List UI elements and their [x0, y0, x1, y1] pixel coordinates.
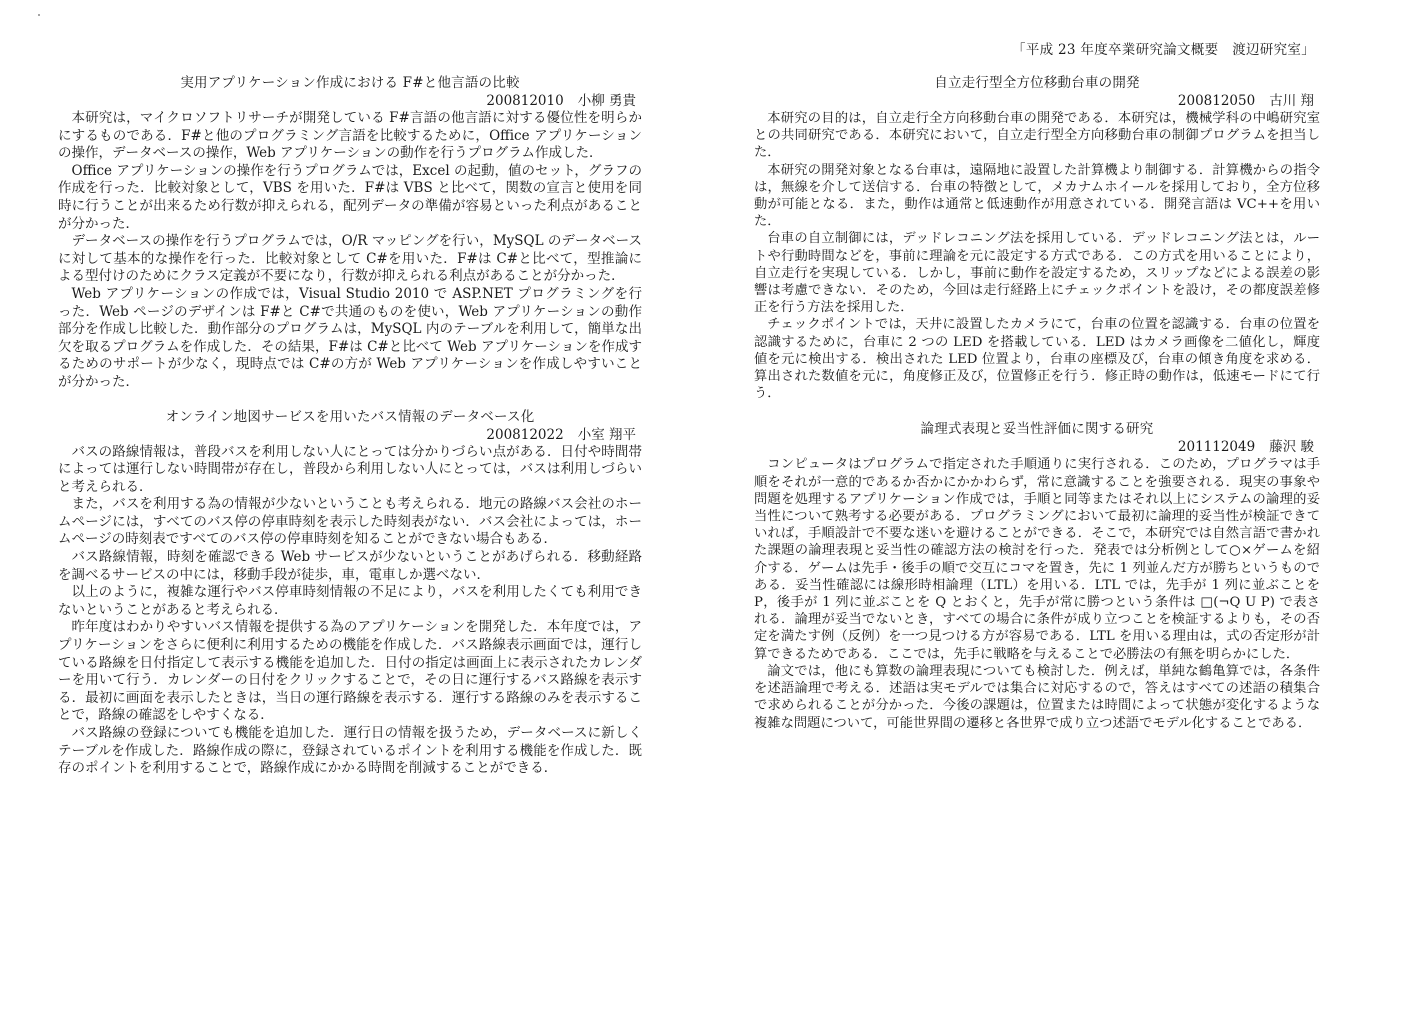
student-id: 200812050 [1177, 93, 1256, 109]
abstract-paragraph: Office アプリケーションの操作を行うプログラムでは，Excel の起動，値のセット，グラフの作成を行った．比較対象として，VBS を用いた．F#は VBS と比べて，関数の宣言と使用を同時に行うことが出来るため行数が抑えられる，配列データの準備が容易といった利点があることが分かった． [58, 162, 642, 232]
abstract-author-line [58, 426, 636, 444]
abstract-paragraph: チェックポイントでは，天井に設置したカメラにて，台車の位置を認識する．台車の位置を認識するために，台車に 2 つの LED を搭載している．LED はカメラ画像を二値化し，輝度値を元に検出する．検出された LED 位置より，台車の座標及び，台車の傾き角度を求める．算出された数値を元に，角度修正及び，位置修正を行う．修正時の動作は，低速モードにて行う． [754, 317, 1320, 402]
abstract-paragraph: バスの路線情報は，普段バスを利用しない人にとっては分かりづらい点がある．日付や時間帯によっては運行しない時間帯が存在し，普段から利用しない人にとっては，バスは利用しづらいと考えられる． [58, 443, 642, 495]
author-name: 小柳 勇貴 [577, 93, 636, 109]
scan-speck [38, 14, 40, 16]
abstract-section [754, 74, 1320, 402]
abstract-section [58, 408, 642, 778]
abstract-title: 自立走行型全方位移動台車の開発 [934, 75, 1140, 91]
abstract-author-line [754, 438, 1314, 456]
abstract-paragraph: コンピュータはプログラムで指定された手順通りに実行される．このため，プログラマは手順をそれが一意的であるか否かにかかわらず，常に意識することを強要される．現実の事象や問題を処理するアプリケーション作成では，手順と同等またはそれ以上にシステムの論理的妥当性について熟考する必要がある．プログラミングにおいて最初に論理的妥当性が検証できていれば，手順設計で不要な迷いを避けることができる．そこで，本研究では自然言語で書かれた課題の論理表現と妥当性の確認方法の検討を行った．発表では分析例として○×ゲームを紹介する．ゲームは先手・後手の順で交互にコマを置き，先に 1 列並んだ方が勝ちというものである．妥当性確認には線形時相論理（LTL）を用いる．LTL では，先手が 1 列に並ぶことを P，後手が 1 列に並ぶことを Q とおくと，先手が常に勝つという条件は □(¬Q U P) で表される．論理が妥当でないとき，すべての場合に条件が成り立つことを検証するよりも，その否定を満たす例（反例）を一つ見つける方が容易である．LTL を用いる理由は，式の否定形が計算できるためである．ここでは，先手に戦略を与えることで必勝法の有無を明らかにした． [754, 457, 1320, 662]
abstract-title: 論理式表現と妥当性評価に関する研究 [920, 421, 1154, 438]
author-name: 古川 翔 [1269, 93, 1314, 109]
abstract-paragraph: 論文では，他にも算数の論理表現についても検討した．例えば，単純な鶴亀算では，各条件を述語論理で考える．述語は実モデルでは集合に対応するので，答えはすべての述語の積集合で求められることが分かった．今後の課題は，位置または時間によって状態が変化するような複雑な問題について，可能世界間の遷移と各世界で成り立つ述語でモデル化することである． [754, 663, 1320, 731]
abstract-paragraph: バス路線の登録についても機能を追加した．運行日の情報を扱うため，データベースに新しくテーブルを作成した．路線作成の際に，登録されているポイントを利用する機能を作成した．既存のポイントを利用することで，路線作成にかかる時間を削減することができる． [58, 725, 642, 777]
abstract-paragraph: 台車の自立制御には，デッドレコニング法を採用している．デッドレコニング法とは，ルートや行動時間などを，事前に理論を元に設定する方式である．この方式を用いることにより，自立走行を実現している．しかし，事前に動作を設定するため，スリップなどによる誤差の影響は考慮できない．そのため，今回は走行経路上にチェックポイントを設け，その都度誤差修正を行う方法を採用した． [754, 231, 1320, 316]
author-name: 小室 翔平 [577, 426, 636, 443]
abstract-paragraph: 本研究の開発対象となる台車は，遠隔地に設置した計算機より制御する．計算機からの指令は，無線を介して送信する．台車の特徴として，メカナムホイールを採用しており，全方位移動が可能となる．また，動作は通常と低速動作が用意されている．開発言語は VC++を用いた． [754, 162, 1320, 230]
abstract-title: 実用アプリケーション作成における F#と他言語の比較 [180, 75, 520, 91]
abstract-paragraph: データベースの操作を行うプログラムでは，O/R マッピングを行い，MySQL のデータベースに対して基本的な操作を行った．比較対象として C#を用いた．F#は C#と比べて，型推論による型付けのためにクラス定義が不要になり，行数が抑えられる利点があることが分かった． [58, 233, 642, 285]
abstract-paragraph: また，バスを利用する為の情報が少ないということも考えられる．地元の路線バス会社のホームページには，すべてのバス停の停車時刻を表示した時刻表がない．バス会社によっては，ホームページの時刻表ですべてのバス停の停車時刻を知ることができない場合もある． [58, 496, 642, 548]
abstract-paragraph: 昨年度はわかりやすいバス情報を提供する為のアプリケーションを開発した．本年度では，アプリケーションをさらに便利に利用するための機能を作成した．バス路線表示画面では，運行している路線を日付指定して表示する機能を追加した．日付の指定は画面上に表示されたカレンダーを用いて行う．カレンダーの日付をクリックすることで，その日に運行するバス路線を表示する．最初に画面を表示したときは，当日の運行路線を表示する．運行する路線のみを表示することで，路線の確認をしやすくなる． [58, 619, 642, 724]
abstract-paragraph: 以上のように，複雑な運行やバス停車時刻情報の不足により，バスを利用したくても利用できないということがあると考えられる． [58, 584, 642, 618]
abstract-paragraph: 本研究の目的は，自立走行全方向移動台車の開発である．本研究は，機械学科の中嶋研究室との共同研究である．本研究において，自立走行型全方向移動台車の制御プログラムを担当した． [754, 111, 1320, 161]
student-id: 201112049 [1177, 439, 1256, 456]
abstract-paragraph: バス路線情報，時刻を確認できる Web サービスが少ないということがあげられる．移動経路を調べるサービスの中には，移動手段が徒歩，車，電車しか選べない． [58, 549, 642, 583]
abstract-title: オンライン地図サービスを用いたバス情報のデータベース化 [165, 408, 535, 425]
page-header: 「平成 23 年度卒業研究論文概要 渡辺研究室」 [1012, 42, 1315, 58]
abstract-author-line [754, 92, 1314, 110]
abstract-section [58, 74, 642, 392]
student-id: 200812022 [486, 426, 564, 443]
abstract-paragraph: Web アプリケーションの作成では，Visual Studio 2010 で ASP.NET プログラミングを行った．Web ページのデザインは F#と C#で共通のものを使い，Web アプリケーションの動作部分を作成し比較した．動作部分のプログラムは，MySQL 内のテーブルを利用して，簡単な出欠を取るプログラムを作成した．その結果，F#は C#と比べて Web アプリケーションを作成するためのサポートが少なく，現時点では C#の方が Web アプリケーションを作成しやすいことが分かった． [58, 285, 642, 390]
abstract-section [754, 420, 1320, 731]
left-column [58, 74, 642, 794]
abstract-author-line [58, 92, 636, 110]
right-column [754, 74, 1320, 750]
student-id: 200812010 [486, 93, 564, 109]
abstract-paragraph: 本研究は，マイクロソフトリサーチが開発している F#言語の他言語に対する優位性を明らかにするものである．F#と他のプログラミング言語を比較するために，Office アプリケーションの操作，データベースの操作，Web アプリケーションの動作を行うプログラム作成した． [58, 110, 642, 162]
author-name: 藤沢 駿 [1269, 439, 1314, 456]
